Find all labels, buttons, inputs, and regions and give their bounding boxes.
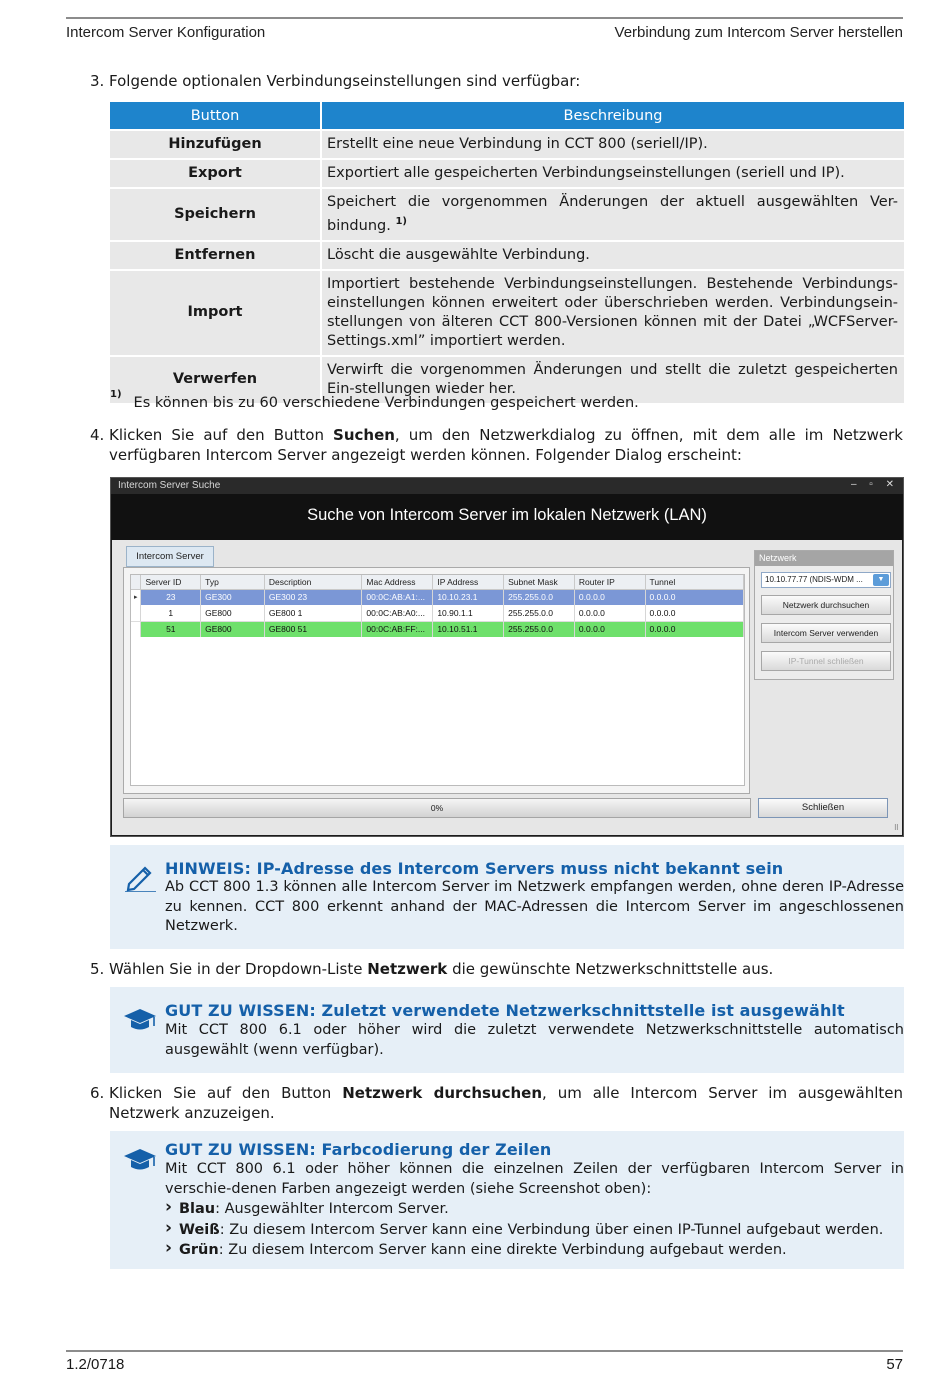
close-tunnel-button[interactable]: IP-Tunnel schließen <box>761 651 891 671</box>
grid-header[interactable]: Subnet Mask <box>504 575 575 589</box>
progress-bar <box>123 798 751 818</box>
color-legend-list <box>165 1199 904 1261</box>
hint-box <box>110 845 904 949</box>
cell-router: 0.0.0.0 <box>574 605 645 621</box>
step-4 <box>90 425 903 465</box>
cell-description: GE800 51 <box>264 621 362 637</box>
header-left: Intercom Server Konfiguration <box>66 24 266 41</box>
step-text-bold: Netzwerk <box>367 960 448 978</box>
table-cell-desc: Löscht die ausgewählte Verbindung. <box>321 241 904 270</box>
footnote-mark: 1) <box>110 389 122 400</box>
table-cell-desc: Verwirft die vorgenommen Änderungen und stellt die zuletzt gespeicherten Ein-stellungen wieder her. <box>321 356 904 403</box>
good-to-know-box <box>110 987 904 1073</box>
dialog-titlebar <box>111 478 903 494</box>
table-cell-desc: Exportiert alle gespeicherten Verbindungseinstellungen (seriell und IP). <box>321 159 904 188</box>
good-to-know-body <box>165 1160 904 1261</box>
step-text <box>109 1083 903 1123</box>
step-text: Folgende optionalen Verbindungseinstellungen sind verfügbar: <box>109 72 581 90</box>
cell-mac: 00:0C:AB:A0:... <box>362 605 433 621</box>
good-to-know-body: Mit CCT 800 6.1 oder höher wird die zuletzt verwendete Netzwerkschnittstelle automatisch ausgewählt (wenn verfügbar). <box>165 1022 904 1058</box>
step-text-pre: Wählen Sie in der Dropdown-Liste <box>109 960 368 978</box>
list-item-bold: Blau <box>179 1201 216 1217</box>
dialog-banner: Suche von Intercom Server im lokalen Netzwerk (LAN) <box>111 494 903 540</box>
step-text <box>109 425 903 465</box>
table-row <box>110 159 904 188</box>
grid-header[interactable]: Typ <box>201 575 265 589</box>
list-item-text: : Zu diesem Intercom Server kann eine direkte Verbindung aufgebaut werden. <box>218 1242 787 1258</box>
cell-tunnel: 0.0.0.0 <box>645 621 743 637</box>
good-to-know-intro: Mit CCT 800 6.1 oder höher können die einzelnen Zeilen der verfügbaren Intercom Server in verschie-denen Farben angezeigt werden (siehe Screenshot oben): <box>165 1161 904 1197</box>
table-row <box>110 241 904 270</box>
grid-header[interactable]: IP Address <box>433 575 504 589</box>
network-group <box>754 550 894 680</box>
step-number: 4. <box>90 426 105 444</box>
good-to-know-title: GUT ZU WISSEN: Farbcodierung der Zeilen <box>165 1140 552 1159</box>
cell-ip: 10.10.23.1 <box>433 589 504 605</box>
pencil-icon <box>123 862 157 892</box>
resize-grip-icon[interactable]: ⠿ <box>893 824 899 832</box>
row-indicator-icon: ▸ <box>131 589 141 605</box>
table-row <box>110 130 904 159</box>
grid-header[interactable]: Description <box>264 575 362 589</box>
table-cell-button: Entfernen <box>110 241 321 270</box>
step-6 <box>90 1083 903 1123</box>
header-right: Verbindung zum Intercom Server herstellen <box>614 24 903 41</box>
graduation-cap-icon <box>123 1145 157 1175</box>
page-number: 57 <box>886 1356 903 1373</box>
cell-mac: 00:0C:AB:FF:... <box>362 621 433 637</box>
cell-server-id: 51 <box>141 621 201 637</box>
step-5 <box>90 959 903 979</box>
header-rule <box>66 17 903 19</box>
cell-subnet: 255.255.0.0 <box>504 621 575 637</box>
cell-tunnel: 0.0.0.0 <box>645 605 743 621</box>
cell-ip: 10.10.51.1 <box>433 621 504 637</box>
tab-intercom-server[interactable]: Intercom Server <box>126 546 214 567</box>
table-cell-button: Speichern <box>110 188 321 241</box>
cell-mac: 00:0C:AB:A1:... <box>362 589 433 605</box>
cell-ip: 10.90.1.1 <box>433 605 504 621</box>
cell-server-id: 23 <box>141 589 201 605</box>
search-network-button[interactable]: Netzwerk durchsuchen <box>761 595 891 615</box>
list-item-bold: Grün <box>179 1242 219 1258</box>
table-cell-button: Hinzufügen <box>110 130 321 159</box>
cell-router: 0.0.0.0 <box>574 621 645 637</box>
hint-body: Ab CCT 800 1.3 können alle Intercom Server im Netzwerk empfangen werden, ohne deren IP-Adresse zu kennen. CCT 800 erkennt anhand der MAC-Adressen die Intercom Server im angeschlossenen Netzwerk. <box>165 879 904 934</box>
row-indicator-icon <box>131 621 141 637</box>
cell-description: GE800 1 <box>264 605 362 621</box>
server-list-panel <box>123 567 750 794</box>
grid-header-indicator <box>131 575 141 589</box>
cell-type: GE800 <box>201 605 265 621</box>
list-item-text: : Ausgewählter Intercom Server. <box>215 1201 449 1217</box>
step-number: 5. <box>90 960 105 978</box>
step-text-post: , um alle Intercom Server im ausgewählten Netzwerk anzuzeigen. <box>109 1084 904 1122</box>
network-group-title: Netzwerk <box>755 551 893 566</box>
table-cell-desc: Importiert bestehende Verbindungseinstellungen. Bestehende Verbindungs-einstellungen können erweitert oder überschrieben werden. Verbindungsein-stellungen von älteren CCT 800-Versionen können mit der Datei „WCFServer-Settings.xml” importiert werden. <box>321 270 904 356</box>
table-row[interactable] <box>131 621 744 637</box>
dialog-title: Intercom Server Suche <box>118 480 221 491</box>
footnote-ref: 1) <box>395 216 407 227</box>
table-cell-button: Import <box>110 270 321 356</box>
footnote-text: Es können bis zu 60 verschiedene Verbindungen gespeichert werden. <box>133 394 639 411</box>
cell-subnet: 255.255.0.0 <box>504 605 575 621</box>
list-item <box>165 1240 904 1261</box>
table-row <box>110 270 904 356</box>
step-text-pre: Klicken Sie auf den Button <box>109 426 334 444</box>
step-number: 3. <box>90 72 105 90</box>
good-to-know-title: GUT ZU WISSEN: Zuletzt verwendete Netzwerkschnittstelle ist ausgewählt <box>165 1001 845 1020</box>
footnote <box>110 389 639 411</box>
footer-rule <box>66 1350 903 1352</box>
good-to-know-box <box>110 1131 904 1269</box>
row-indicator-icon <box>131 605 141 621</box>
step-text-bold: Netzwerk durchsuchen <box>342 1084 543 1102</box>
chevron-down-icon[interactable]: ▼ <box>873 574 889 586</box>
table-row[interactable] <box>131 605 744 621</box>
table-header-button: Button <box>110 102 321 130</box>
step-text-pre: Klicken Sie auf den Button <box>109 1084 343 1102</box>
list-item <box>165 1199 904 1220</box>
table-row <box>110 188 904 241</box>
table-cell-button: Verwerfen <box>110 356 321 403</box>
step-number: 6. <box>90 1084 105 1102</box>
table-header-description: Beschreibung <box>321 102 904 130</box>
graduation-cap-icon <box>123 1005 157 1035</box>
cell-description: GE300 23 <box>264 589 362 605</box>
step-3 <box>90 71 903 91</box>
network-select[interactable] <box>761 572 891 588</box>
use-server-button[interactable]: Intercom Server verwenden <box>761 623 891 643</box>
desc-text: Speichert die vorgenommen Änderungen der aktuell ausgewählten Ver-bindung. <box>327 194 898 234</box>
table-cell-desc <box>321 188 904 241</box>
server-table <box>131 575 744 637</box>
grid-header[interactable]: Server ID <box>141 575 201 589</box>
table-cell-button: Export <box>110 159 321 188</box>
server-grid <box>130 574 745 786</box>
progress-label: 0% <box>430 803 444 813</box>
step-text-post: , um den Netzwerkdialog zu öffnen, mit dem alle im Netzwerk verfügbaren Intercom Server angezeigt werden können. Folgender Dialog erscheint: <box>109 426 903 464</box>
grid-header[interactable]: Mac Address <box>362 575 433 589</box>
cell-router: 0.0.0.0 <box>574 589 645 605</box>
list-item <box>165 1220 904 1241</box>
grid-header[interactable]: Router IP <box>574 575 645 589</box>
cell-server-id: 1 <box>141 605 201 621</box>
step-text <box>109 959 903 979</box>
dialog-body <box>112 540 902 835</box>
button-table <box>110 102 904 403</box>
table-row[interactable] <box>131 589 744 605</box>
list-item-bold: Weiß <box>179 1221 220 1238</box>
list-item-text: : Zu diesem Intercom Server kann eine Verbindung über einen IP-Tunnel aufgebaut werden. <box>219 1221 884 1238</box>
grid-header-row <box>131 575 744 589</box>
cell-subnet: 255.255.0.0 <box>504 589 575 605</box>
step-text-post: die gewünschte Netzwerkschnittstelle aus. <box>447 960 774 978</box>
footer-version: 1.2/0718 <box>66 1356 125 1373</box>
step-text-bold: Suchen <box>333 426 395 444</box>
window-controls[interactable]: – ▫ ✕ <box>850 479 899 490</box>
cell-tunnel: 0.0.0.0 <box>645 589 743 605</box>
table-cell-desc: Erstellt eine neue Verbindung in CCT 800 (seriell/IP). <box>321 130 904 159</box>
cell-type: GE300 <box>201 589 265 605</box>
close-button[interactable]: Schließen <box>758 798 888 818</box>
network-select-value: 10.10.77.77 (NDIS-WDM ... <box>765 575 863 584</box>
server-search-dialog <box>110 477 904 837</box>
grid-header[interactable]: Tunnel <box>645 575 743 589</box>
hint-title: HINWEIS: IP-Adresse des Intercom Servers muss nicht bekannt sein <box>165 859 784 878</box>
cell-type: GE800 <box>201 621 265 637</box>
